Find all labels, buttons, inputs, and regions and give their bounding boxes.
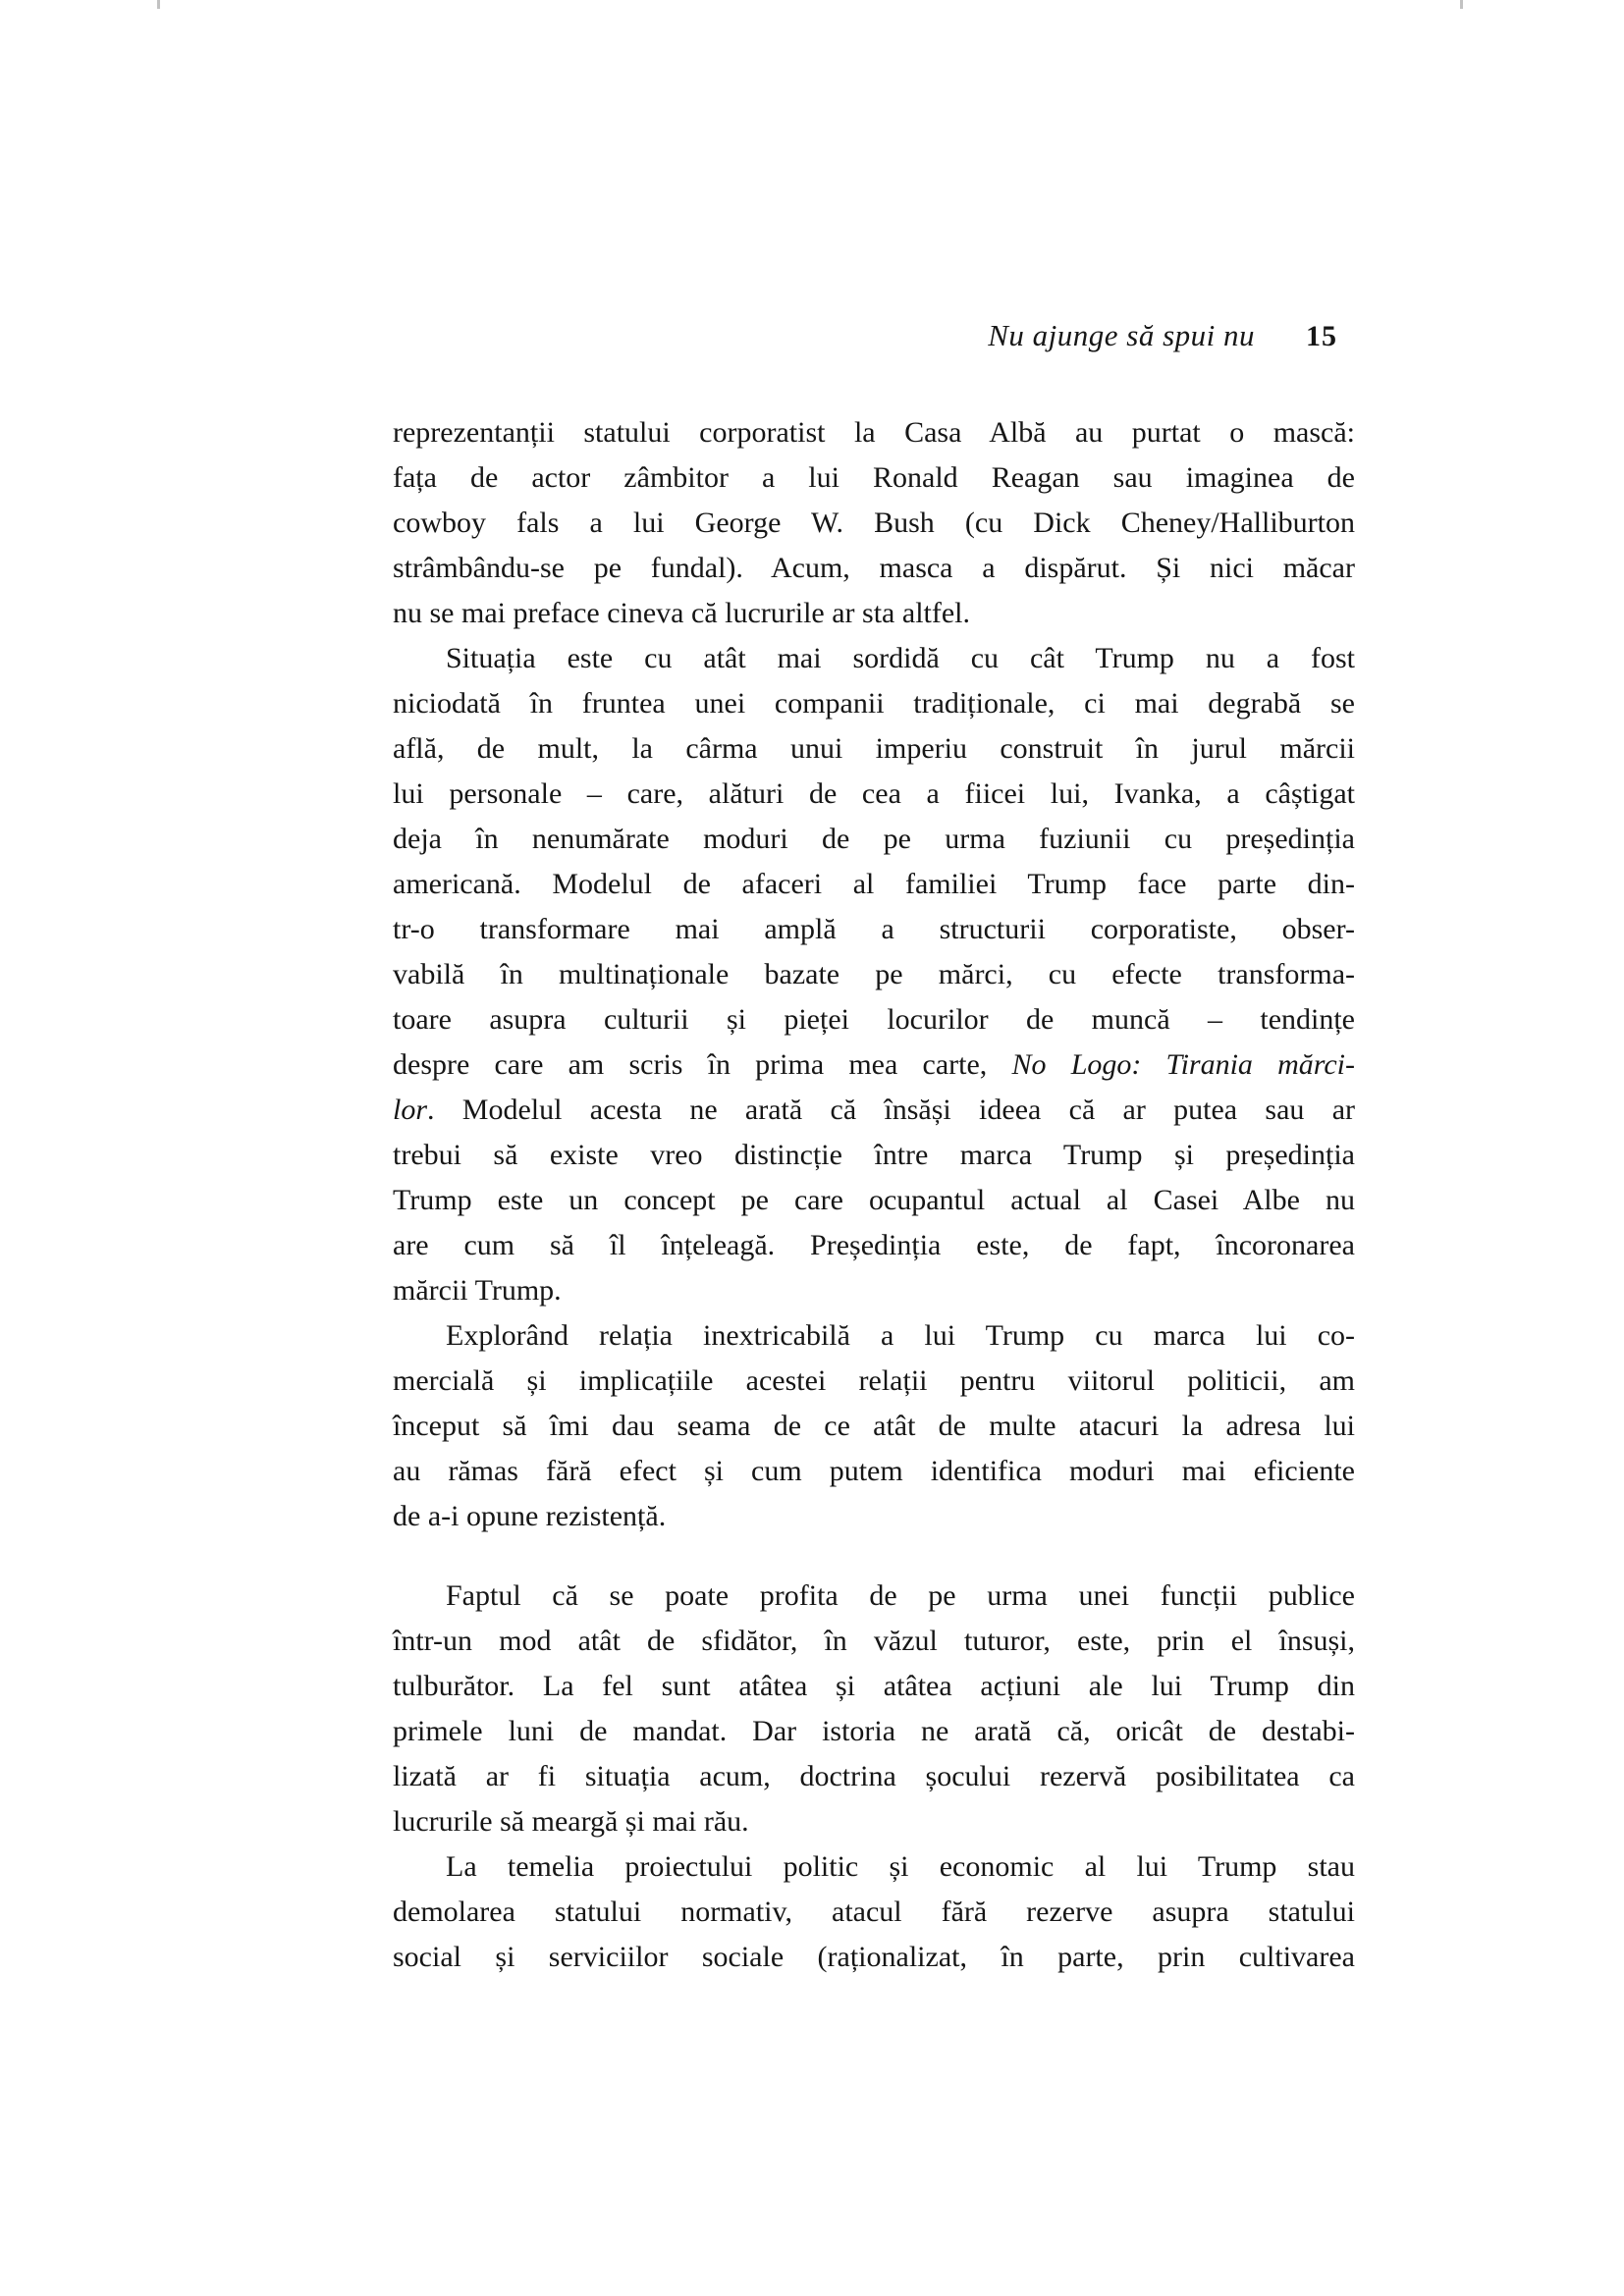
text-segment: nu se mai preface cineva că lucrurile ar sta altfel.: [393, 597, 971, 629]
text-segment: început să îmi dau seama de ce atât de multe atacuri la adresa lui: [393, 1410, 1355, 1442]
paragraph: [393, 636, 1355, 1313]
text-segment: strâmbându-se pe fundal). Acum, masca a dispărut. Și nici măcar: [393, 552, 1355, 584]
text-segment: trebui să existe vreo distincție între marca Trump și președinția: [393, 1139, 1355, 1171]
text-line: [393, 1619, 1355, 1664]
text-segment: Faptul că se poate profita de pe urma unei funcții publice: [446, 1579, 1355, 1612]
text-line: [393, 1042, 1355, 1088]
text-line: [393, 1494, 1355, 1539]
text-line: [393, 1935, 1355, 1980]
paragraph: [393, 410, 1355, 636]
text-line: [393, 1359, 1355, 1404]
text-segment: . Modelul acesta ne arată că însăși ideea că ar putea sau ar: [427, 1094, 1355, 1126]
text-segment: mercială și implicațiile acestei relații pentru viitorul politicii, am: [393, 1364, 1355, 1397]
text-line: [393, 952, 1355, 997]
text-line: [393, 501, 1355, 546]
text-segment: deja în nenumărate moduri de pe urma fuziunii cu președinția: [393, 823, 1355, 855]
text-segment: tr-o transformare mai amplă a structurii corporatiste, obser-: [393, 913, 1355, 945]
registration-mark-left: [157, 0, 160, 9]
running-title: Nu ajunge să spui nu: [988, 318, 1255, 352]
running-head: [393, 316, 1337, 356]
text-line: [393, 907, 1355, 952]
text-segment: toare asupra culturii și pieței locurilor de muncă – tendințe: [393, 1003, 1355, 1036]
text-line: [393, 591, 1355, 636]
text-line: [393, 1178, 1355, 1223]
text-line: [393, 1664, 1355, 1709]
page-number: 15: [1306, 320, 1337, 352]
text-segment: lor: [393, 1094, 428, 1126]
text-segment: Explorând relația inextricabilă a lui Trump cu marca lui co-: [446, 1319, 1355, 1352]
text-line: [393, 455, 1355, 501]
text-line: [393, 1890, 1355, 1935]
text-segment: are cum să îl înțeleagă. Președinția este, de fapt, încoronarea: [393, 1229, 1355, 1261]
text-line: [393, 862, 1355, 907]
text-segment: demolarea statului normativ, atacul fără rezerve asupra statului: [393, 1896, 1355, 1928]
text-segment: într-un mod atât de sfidător, în văzul tuturor, este, prin el însuși,: [393, 1625, 1355, 1657]
page-body: [393, 410, 1355, 1980]
text-segment: despre care am scris în prima mea carte,: [393, 1048, 1012, 1081]
registration-mark-right: [1460, 0, 1463, 9]
text-line: [393, 1799, 1355, 1844]
text-line: [393, 1709, 1355, 1754]
paragraph: [393, 1574, 1355, 1844]
text-line: [393, 1754, 1355, 1799]
text-line: [393, 1574, 1355, 1619]
text-segment: americană. Modelul de afaceri al familiei Trump face parte din-: [393, 868, 1355, 900]
text-segment: tulburător. La fel sunt atâtea și atâtea acțiuni ale lui Trump din: [393, 1670, 1355, 1702]
text-segment: de a-i opune rezistență.: [393, 1500, 667, 1532]
text-segment: social și serviciilor sociale (raționalizat, în parte, prin cultivarea: [393, 1941, 1355, 1973]
text-line: [393, 1268, 1355, 1313]
text-segment: mărcii Trump.: [393, 1274, 562, 1307]
paragraph: [393, 1313, 1355, 1539]
text-line: [393, 636, 1355, 681]
text-segment: reprezentanții statului corporatist la Casa Albă au purtat o mască:: [393, 416, 1355, 449]
text-segment: lizată ar fi situația acum, doctrina șocului rezervă posibilitatea ca: [393, 1760, 1355, 1792]
text-line: [393, 772, 1355, 817]
text-line: [393, 1449, 1355, 1494]
paragraph: [393, 1844, 1355, 1980]
text-segment: lui personale – care, alături de cea a fiicei lui, Ivanka, a câștigat: [393, 777, 1355, 810]
text-line: [393, 546, 1355, 591]
text-line: [393, 1223, 1355, 1268]
text-line: [393, 681, 1355, 726]
text-segment: La temelia proiectului politic și economic al lui Trump stau: [446, 1850, 1355, 1883]
text-line: [393, 817, 1355, 862]
text-line: [393, 997, 1355, 1042]
text-segment: lucrurile să meargă și mai rău.: [393, 1805, 749, 1838]
text-line: [393, 1844, 1355, 1890]
text-line: [393, 1133, 1355, 1178]
text-segment: vabilă în multinaționale bazate pe mărci, cu efecte transforma-: [393, 958, 1355, 990]
text-line: [393, 1313, 1355, 1359]
text-line: [393, 410, 1355, 455]
text-segment: Trump este un concept pe care ocupantul actual al Casei Albe nu: [393, 1184, 1355, 1216]
text-segment: cowboy fals a lui George W. Bush (cu Dick Cheney/Halliburton: [393, 507, 1355, 539]
text-segment: No Logo: Tirania mărci-: [1011, 1048, 1355, 1081]
text-segment: niciodată în fruntea unei companii tradiționale, ci mai degrabă se: [393, 687, 1355, 720]
text-segment: primele luni de mandat. Dar istoria ne arată că, oricât de destabi-: [393, 1715, 1355, 1747]
text-line: [393, 1404, 1355, 1449]
text-segment: fața de actor zâmbitor a lui Ronald Reagan sau imaginea de: [393, 461, 1355, 494]
text-segment: Situația este cu atât mai sordidă cu cât Trump nu a fost: [446, 642, 1355, 674]
text-segment: au rămas fără efect și cum putem identifica moduri mai eficiente: [393, 1455, 1355, 1487]
text-line: [393, 726, 1355, 772]
text-segment: află, de mult, la cârma unui imperiu construit în jurul mărcii: [393, 732, 1355, 765]
text-line: [393, 1088, 1355, 1133]
